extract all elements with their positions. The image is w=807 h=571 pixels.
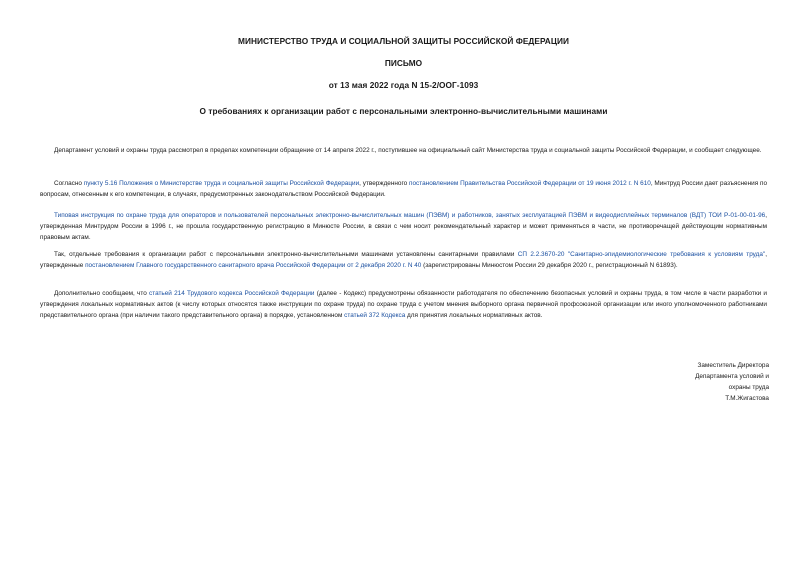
- signature-block: [649, 360, 769, 404]
- paragraph-3: [40, 210, 767, 243]
- link-typical-instruction[interactable]: Типовая инструкция по охране труда для операторов и пользователей персональных электронно-вычислительных машин (ПЭВМ) и работников, занятых эксплуатацией ПЭВМ и видеодисплейных терминалов (ВДТ) ТОИ Р-01-00-01-96: [54, 212, 766, 219]
- paragraph-2-post: , Минтруд России дает разъяснения по вопросам, отнесенным к его компетенции, в случаях, предусмотренных законодательством Российской Федерации.: [40, 180, 767, 198]
- link-labor-code-article-214[interactable]: статьей 214 Трудового кодекса Российской Федерации: [149, 290, 315, 297]
- link-regulation-clause[interactable]: пункту 5.16 Положения о Министерстве труда и социальной защиты Российской Федерации: [83, 180, 360, 187]
- paragraph-4: [40, 249, 767, 271]
- paragraph-1-text: Департамент условий и охраны труда рассмотрел в пределах компетенции обращение от 14 апреля 2022 г., поступившее на официальный сайт Министерства труда и социальной защиты Российской Федерации, и сообщает следующее.: [54, 147, 762, 154]
- document-subject: О требованиях к организации работ с персональными электронно-вычислительными машинами: [199, 106, 608, 116]
- link-code-article-372[interactable]: статьей 372 Кодекса: [344, 312, 406, 319]
- paragraph-2-mid: , утвержденного: [359, 180, 410, 187]
- ministry-heading: МИНИСТЕРСТВО ТРУДА И СОЦИАЛЬНОЙ ЗАЩИТЫ РОССИЙСКОЙ ФЕДЕРАЦИИ: [238, 36, 569, 46]
- paragraph-4-pre: Так, отдельные требования к организации работ с персональными электронно-вычислительными машинами установлены санитарными правилами: [54, 251, 518, 258]
- paragraph-4-mid: , утвержденные: [40, 251, 767, 269]
- link-sanitary-rules[interactable]: СП 2.2.3670-20 "Санитарно-эпидемиологические требования к условиям труда": [517, 251, 766, 258]
- paragraph-5: [40, 288, 767, 321]
- signature-department-cont: охраны труда: [728, 384, 769, 391]
- document-type: ПИСЬМО: [384, 58, 423, 68]
- paragraph-3-post: , утвержденная Минтрудом России в 1996 г., не прошла государственную регистрацию в Минюсте России, в связи с чем носит рекомендательный характер и может применяться в части, не противоречащей действующим нормативным правовым актам.: [40, 212, 767, 241]
- paragraph-5-pre: Дополнительно сообщаем, что: [54, 290, 150, 297]
- signature-position: Заместитель Директора: [697, 362, 769, 369]
- paragraph-5-post: для принятия локальных нормативных актов.: [405, 312, 543, 319]
- paragraph-5-mid: (далее - Кодекс) предусмотрены обязанности работодателя по обеспечению безопасных условий и охраны труда, в том числе в части разработки и утверждения локальных нормативных актов (к числу которых относятся также инструкции по охране труда) по охране труда с учетом мнения выборного органа первичной профсоюзной организации или иного уполномоченного работниками представительного органа (при наличии такого представительного органа) в порядке, установленном: [40, 290, 767, 319]
- paragraph-2: [40, 178, 767, 200]
- paragraph-1: [40, 145, 767, 156]
- link-government-decree[interactable]: постановлением Правительства Российской Федерации от 19 июня 2012 г. N 610: [409, 180, 651, 187]
- link-chief-sanitary-decree[interactable]: постановлением Главного государственного санитарного врача Российской Федерации от 2 декабря 2020 г. N 40: [85, 262, 422, 269]
- signature-name: Т.М.Жигастова: [725, 395, 769, 402]
- paragraph-2-pre: Согласно: [54, 180, 84, 187]
- document-date-number: от 13 мая 2022 года N 15-2/ООГ-1093: [328, 80, 479, 90]
- signature-department: Департамента условий и: [695, 373, 769, 380]
- paragraph-4-post: (зарегистрированы Минюстом России 29 декабря 2020 г., регистрационный N 61893).: [421, 262, 678, 269]
